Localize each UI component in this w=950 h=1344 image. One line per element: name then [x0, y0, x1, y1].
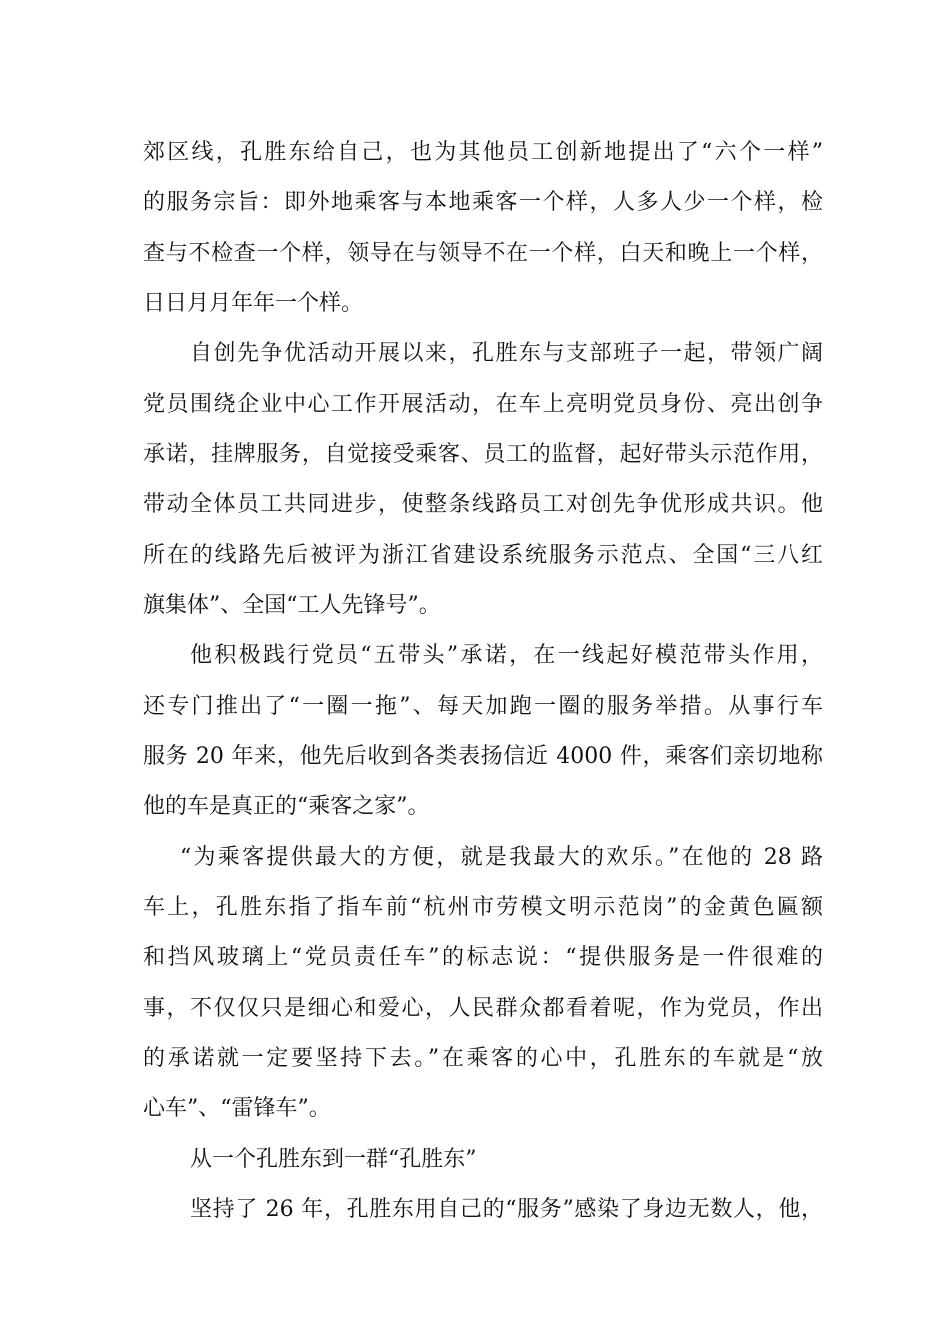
- text-line: 坚持了 26 年，孔胜东用自己的“服务”感染了身边无数人，他，: [190, 1197, 823, 1222]
- text-line: 日日月月年年一个样。: [143, 291, 364, 316]
- text-line: 还专门推出了“一圈一拖”、每天加跑一圈的服务举措。从事行车: [143, 694, 823, 719]
- text-line: 的承诺就一定要坚持下去。”在乘客的心中，孔胜东的车就是“放: [143, 1046, 823, 1071]
- text-line: “为乘客提供最大的方便，就是我最大的欢乐。”在他的 28 路: [180, 845, 823, 870]
- text-line: 和挡风玻璃上“党员责任车”的标志说：“提供服务是一件很难的: [143, 945, 823, 970]
- text-line: 所在的线路先后被评为浙江省建设系统服务示范点、全国“三八红: [143, 543, 823, 568]
- section-heading: 从一个孔胜东到一群“孔胜东”: [190, 1147, 477, 1172]
- text-line: 旗集体”、全国“工人先锋号”。: [143, 593, 441, 618]
- text-line: 郊区线，孔胜东给自己，也为其他员工创新地提出了“六个一样”: [143, 140, 823, 165]
- text-line: 车上，孔胜东指了指车前“杭州市劳模文明示范岗”的金黄色匾额: [143, 895, 823, 920]
- text-line: 服务 20 年来，他先后收到各类表扬信近 4000 件，乘客们亲切地称: [143, 744, 823, 769]
- text-line: 事，不仅仅只是细心和爱心，人民群众都看着呢，作为党员，作出: [143, 996, 823, 1021]
- text-line: 承诺，挂牌服务，自觉接受乘客、员工的监督，起好带头示范作用，: [143, 442, 823, 467]
- text-line: 他积极践行党员“五带头”承诺，在一线起好模范带头作用，: [190, 643, 823, 668]
- text-line: 党员围绕企业中心工作开展活动，在车上亮明党员身份、亮出创争: [143, 392, 823, 417]
- text-line: 的服务宗旨：即外地乘客与本地乘客一个样，人多人少一个样，检: [143, 190, 823, 215]
- text-line: 心车”、“雷锋车”。: [143, 1096, 331, 1121]
- text-line: 自创先争优活动开展以来，孔胜东与支部班子一起，带领广阔: [190, 341, 823, 366]
- text-line: 查与不检查一个样，领导在与领导不在一个样，白天和晚上一个样，: [143, 241, 823, 266]
- text-line: 他的车是真正的“乘客之家”。: [143, 794, 430, 819]
- text-line: 带动全体员工共同进步，使整条线路员工对创先争优形成共识。他: [143, 492, 823, 517]
